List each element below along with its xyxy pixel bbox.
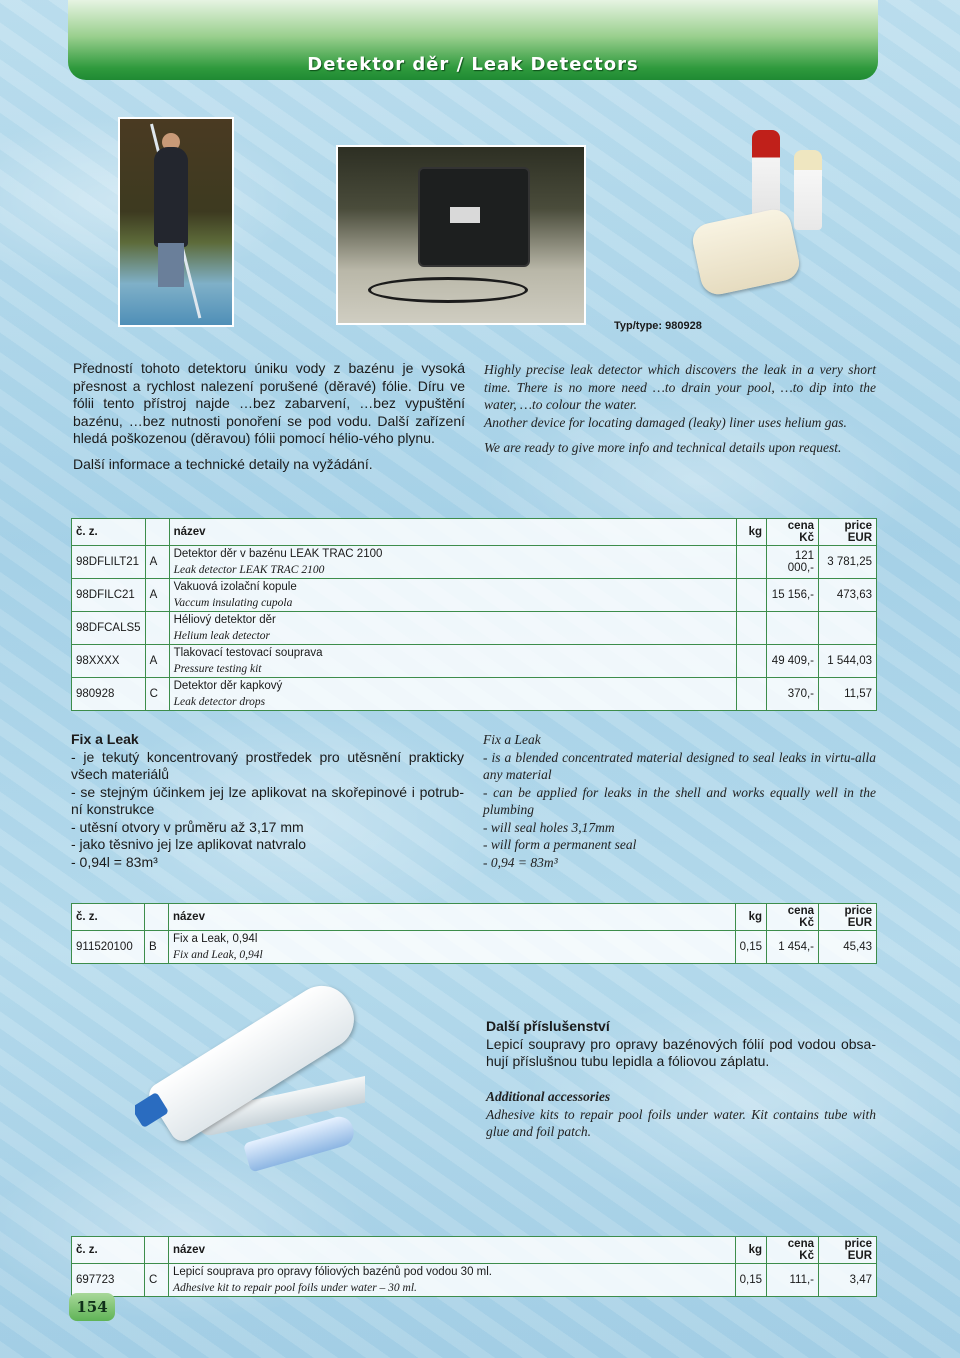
fix-cz-line: - 0,94l = 83m³ [71, 853, 158, 870]
name-cz: Héliový detektor děr [173, 614, 276, 626]
fix-a-leak-cz [71, 731, 464, 871]
name-en: Leak detector LEAK TRAC 2100 [173, 564, 325, 576]
cell-kg [737, 678, 767, 711]
cell-price-eur [819, 612, 877, 645]
cell-name [169, 579, 736, 612]
cell-price-eur: 45,43 [819, 931, 877, 964]
cell-kg [737, 612, 767, 645]
accessories-cz [486, 1018, 876, 1071]
cell-code: 911520100 [72, 931, 145, 964]
table-header-row [72, 1237, 877, 1264]
cell-price-czk: 370,- [767, 678, 819, 711]
cell-price-eur: 3 781,25 [819, 546, 877, 579]
header-price-czk: cena Kč [767, 519, 819, 546]
cell-cat: A [145, 579, 169, 612]
table-row [72, 546, 877, 579]
header-price-czk: cena Kč [767, 1237, 819, 1264]
cell-code: 98DFILC21 [72, 579, 146, 612]
header-code: č. z. [72, 519, 146, 546]
intro-en-more: We are ready to give more info and technical details upon request. [484, 440, 842, 455]
cell-price-czk: 15 156,- [767, 579, 819, 612]
page-header-banner [68, 0, 878, 80]
cell-price-czk: 111,- [767, 1264, 819, 1297]
header-price-eur: price EUR [819, 904, 877, 931]
photo-pool-leak-search [118, 117, 234, 327]
price-table-detectors [71, 518, 877, 711]
cell-price-eur: 1 544,03 [819, 645, 877, 678]
cell-cat: A [145, 546, 169, 579]
cell-name [169, 1264, 736, 1297]
fix-cz-line: - se stejným účinkem jej lze aplikovat na skořepinové i potrub-ní konstrukce [71, 783, 464, 817]
cell-name [169, 612, 736, 645]
fix-en-line: - will seal holes 3,17mm [483, 819, 615, 835]
case-label [450, 207, 480, 223]
cell-price-czk: 121 000,- [767, 546, 819, 579]
table-row [72, 645, 877, 678]
header-price-eur: price EUR [819, 519, 877, 546]
price-table-accessories [71, 1236, 877, 1297]
header-price-eur: price EUR [819, 1237, 877, 1264]
fix-en-line: - is a blended concentrated material designed to seal leaks in virtu-alla any material [483, 749, 876, 782]
table-row [72, 1264, 877, 1297]
accessories-en-text: Adhesive kits to repair pool foils under water. Kit contains tube with glue and foil patch. [486, 1106, 876, 1139]
name-en: Leak detector drops [173, 696, 266, 708]
header-cat [145, 519, 169, 546]
type-label: Typ/type: 980928 [614, 320, 702, 332]
name-cz: Detektor děr v bazénu LEAK TRAC 2100 [173, 548, 383, 560]
name-en: Pressure testing kit [173, 663, 262, 675]
cell-code: 980928 [72, 678, 146, 711]
cell-name [169, 931, 736, 964]
name-cz: Vakuová izolační kopule [173, 581, 297, 593]
photo-leak-detector-drops [690, 120, 840, 310]
intro-en-paragraph: Highly precise leak detector which discovers the leak in a very short time. There is no more need …to drain your pool, …to dip into the water, …to colour the water. [484, 362, 876, 412]
page-number: 154 [69, 1293, 115, 1321]
table-row [72, 612, 877, 645]
intro-cz-paragraph: Předností tohoto detektoru úniku vody z bazénu je vysoká přesnost a rychlost nalezení porušené (děravé) fólie. Díru ve fólii tento přístroj najde …bez zabarvení, …bez vypuštění bazénu, …bez nutnosti ponoření se pod vodu. Další zařízení hledá poškozenou (děravou) fólii pomocí hélio-vého plynu. [73, 360, 465, 446]
name-en: Adhesive kit to repair pool foils under water – 30 ml. [173, 1282, 417, 1294]
cell-kg: 0,15 [735, 1264, 766, 1297]
cell-cat: A [145, 645, 169, 678]
fix-en-line: - can be applied for leaks in the shell and works equally well in the plumbing [483, 784, 876, 817]
dye-dispenser-device [690, 206, 802, 297]
cable-coil [368, 277, 528, 303]
cell-name [169, 678, 736, 711]
accessories-cz-title: Další příslušenství [486, 1018, 610, 1034]
table-header-row [72, 519, 877, 546]
fix-en-line: - 0,94 = 83m³ [483, 854, 558, 870]
cell-price-eur: 3,47 [819, 1264, 877, 1297]
table-row [72, 931, 877, 964]
cell-code: 697723 [72, 1264, 145, 1297]
name-cz: Tlakovací testovací souprava [173, 647, 323, 659]
table-row [72, 579, 877, 612]
name-cz: Lepicí souprava pro opravy fóliových bazénů pod vodou 30 ml. [173, 1266, 493, 1278]
header-cat [145, 904, 169, 931]
white-bottle [794, 150, 822, 230]
accessories-en [486, 1088, 876, 1141]
cell-name [169, 645, 736, 678]
header-code: č. z. [72, 1237, 145, 1264]
cell-kg [737, 645, 767, 678]
header-kg: kg [735, 904, 766, 931]
fix-cz-line: - utěsní otvory v průměru až 3,17 mm [71, 818, 304, 835]
cell-kg: 0,15 [735, 931, 766, 964]
intro-en [484, 361, 876, 457]
fix-a-leak-en [483, 731, 876, 871]
man-figure [154, 147, 188, 247]
photo-leak-detector-kit [336, 145, 586, 325]
cell-price-czk: 49 409,- [767, 645, 819, 678]
fix-en-title: Fix a Leak [483, 732, 541, 747]
red-dye-bottle [752, 130, 780, 222]
cell-price-czk: 1 454,- [767, 931, 819, 964]
cell-cat [145, 612, 169, 645]
cell-kg [737, 579, 767, 612]
accessories-en-title: Additional accessories [486, 1089, 611, 1104]
cell-price-eur: 473,63 [819, 579, 877, 612]
cell-cat: C [145, 678, 169, 711]
cell-price-czk [767, 612, 819, 645]
header-kg: kg [737, 519, 767, 546]
intro-en-paragraph2: Another device for locating damaged (leaky) liner uses helium gas. [484, 414, 847, 430]
name-cz: Fix a Leak, 0,94l [173, 933, 258, 945]
header-name: název [169, 1237, 736, 1264]
cell-name [169, 546, 736, 579]
accessories-cz-text: Lepicí soupravy pro opravy bazénových fólií pod vodou obsa-hují příslušnou tubu lepidla a fóliovou záplatu. [486, 1035, 876, 1069]
cell-cat: B [145, 931, 169, 964]
page-title: Detektor děr / Leak Detectors [307, 54, 639, 75]
fix-cz-line: - je tekutý koncentrovaný prostředek pro utěsnění prakticky všech materiálů [71, 748, 464, 782]
price-table-fix-a-leak [71, 903, 877, 964]
photo-adhesive-kit [135, 978, 365, 1193]
header-price-czk: cena Kč [767, 904, 819, 931]
name-cz: Detektor děr kapkový [173, 680, 283, 692]
table-header-row [72, 904, 877, 931]
cell-cat: C [145, 1264, 169, 1297]
table-row [72, 678, 877, 711]
header-cat [145, 1237, 169, 1264]
man-legs [158, 243, 184, 287]
name-en: Helium leak detector [173, 630, 270, 642]
fix-cz-title: Fix a Leak [71, 731, 139, 747]
cell-price-eur: 11,57 [819, 678, 877, 711]
header-name: název [169, 519, 736, 546]
fix-en-line: - will form a permanent seal [483, 837, 637, 852]
fix-cz-line: - jako těsnivo jej lze aplikovat natvralo [71, 836, 307, 852]
intro-cz [73, 360, 465, 473]
intro-cz-more: Další informace a technické detaily na vyžádání. [73, 455, 373, 472]
header-kg: kg [735, 1237, 766, 1264]
cell-code: 98DFCALS5 [72, 612, 146, 645]
header-name: název [169, 904, 736, 931]
cell-code: 98DFLILT21 [72, 546, 146, 579]
cell-code: 98XXXX [72, 645, 146, 678]
header-code: č. z. [72, 904, 145, 931]
name-en: Vaccum insulating cupola [173, 597, 293, 609]
name-en: Fix and Leak, 0,94l [173, 949, 263, 961]
cell-kg [737, 546, 767, 579]
